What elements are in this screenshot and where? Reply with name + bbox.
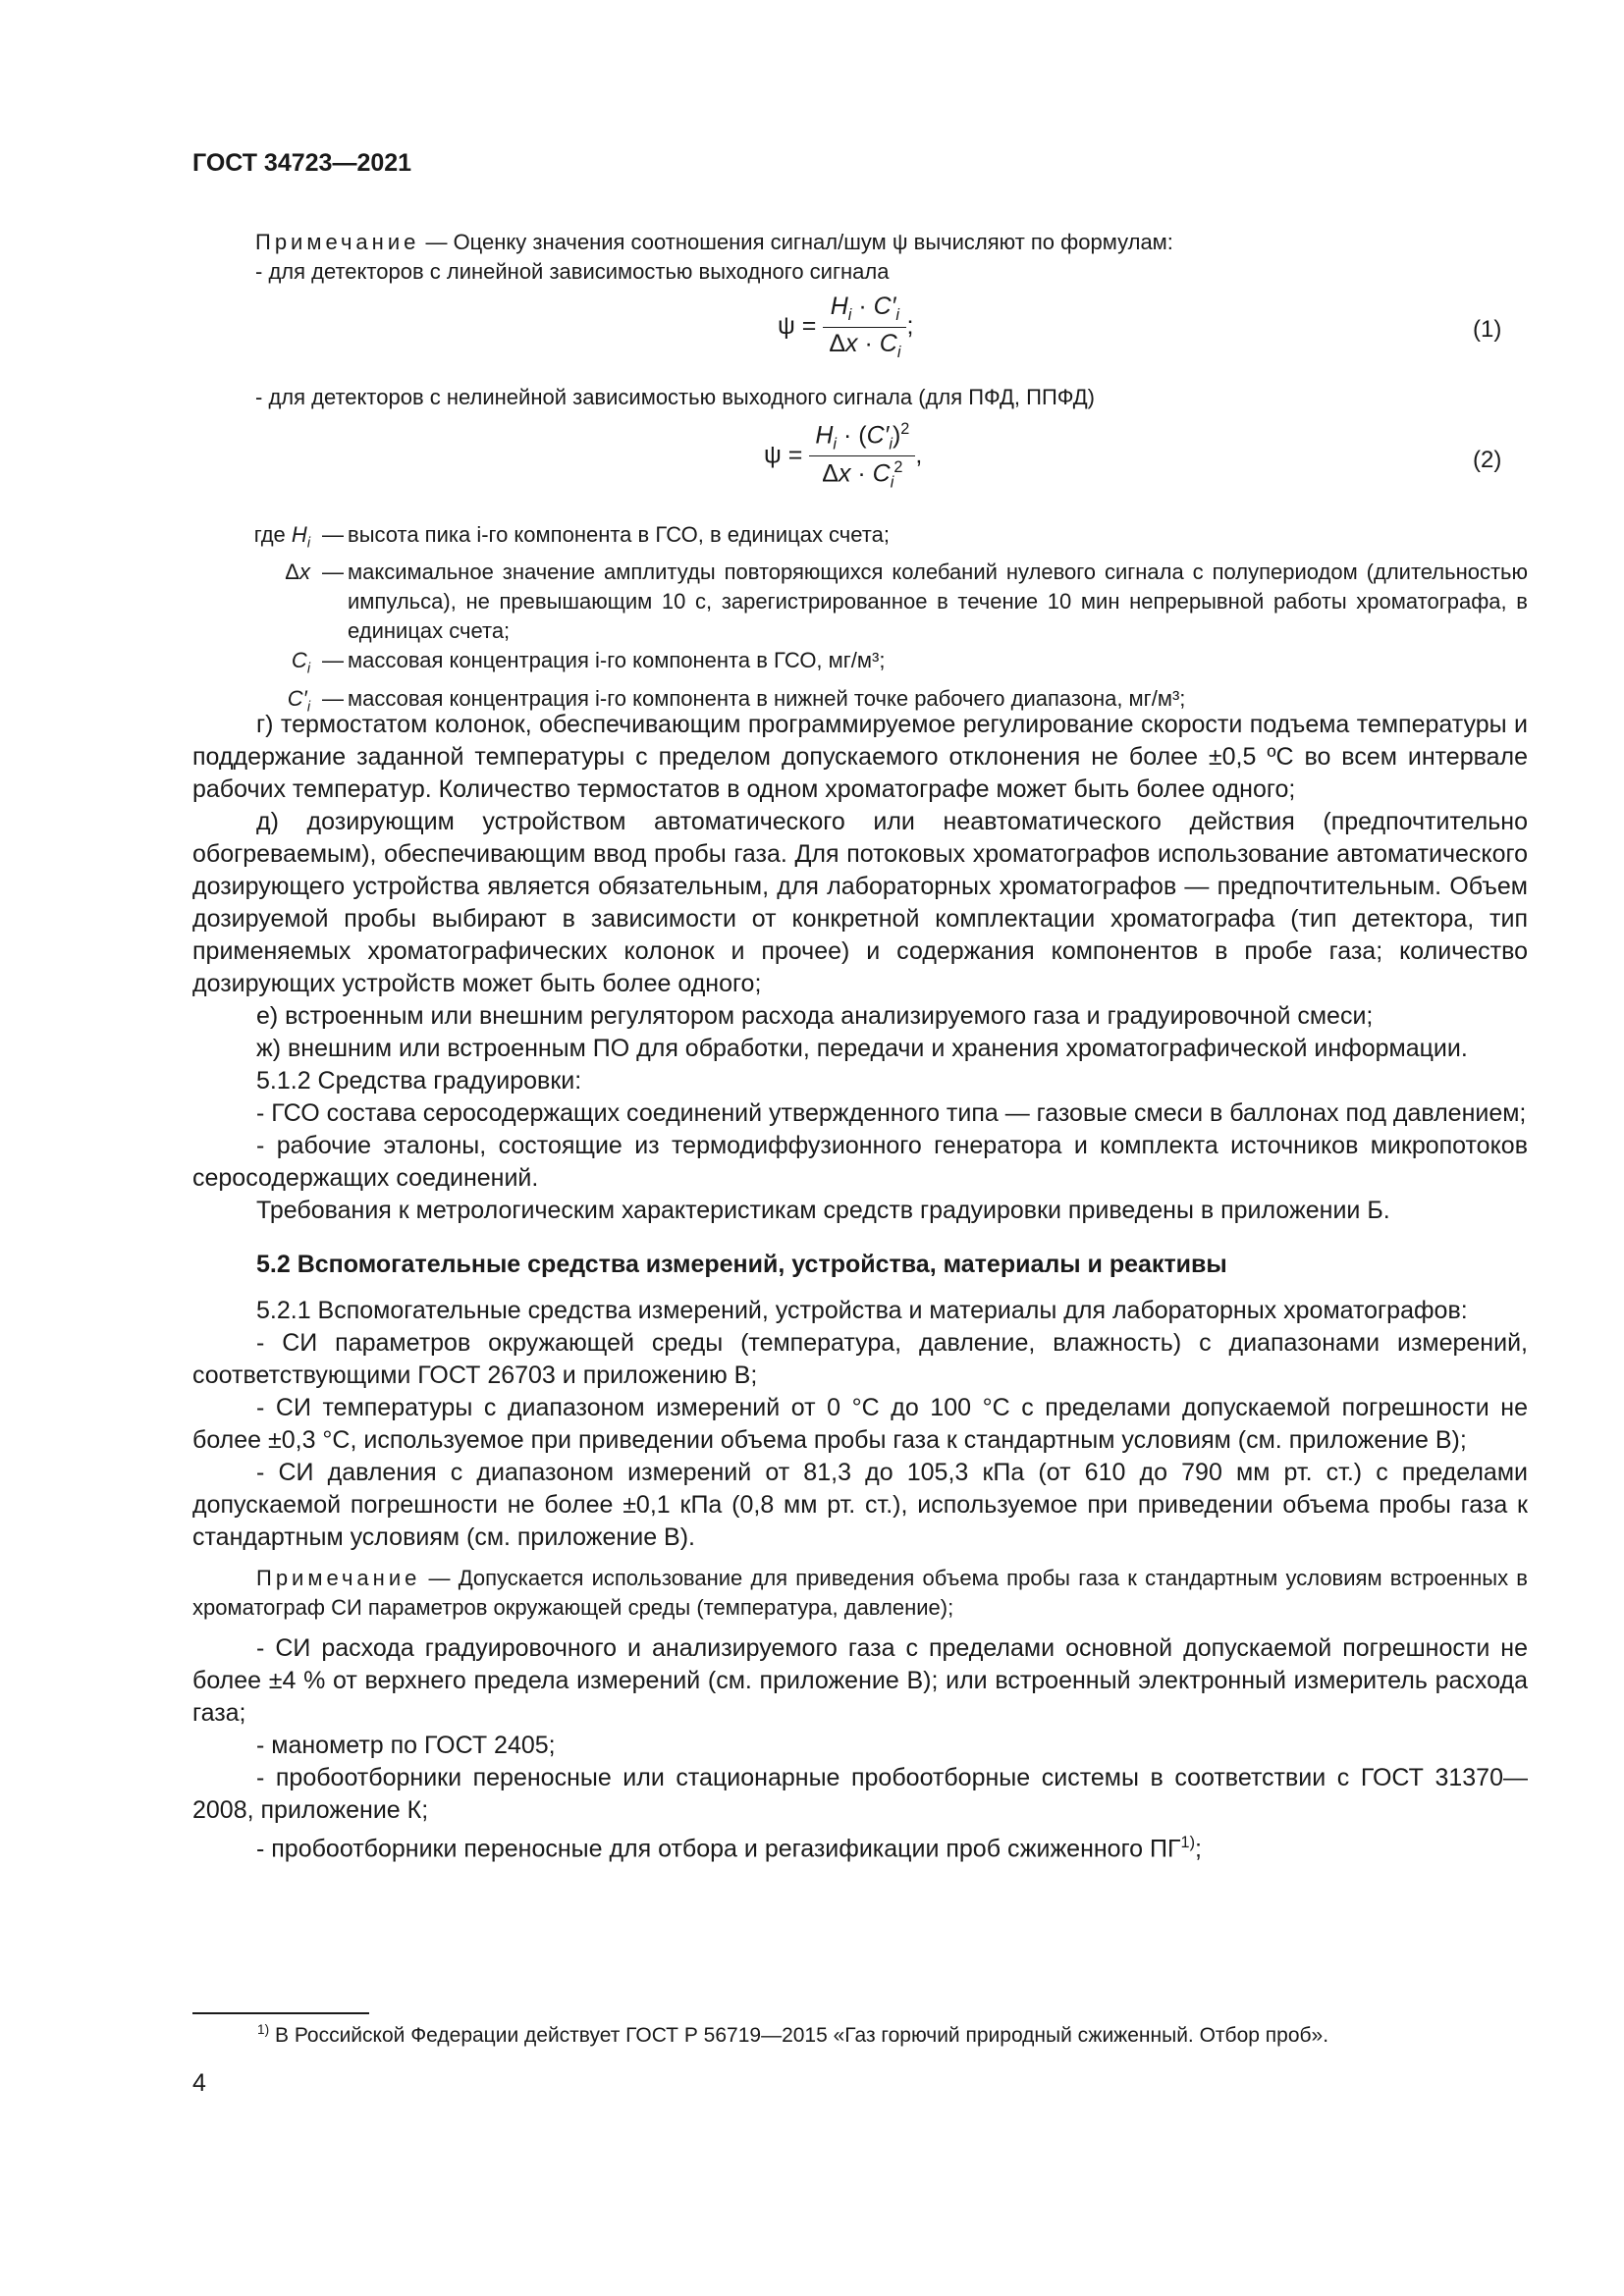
list-item: - ГСО состава серосодержащих соединений утвержденного типа — газовые смеси в баллонах под давлением; xyxy=(256,1099,1527,1127)
definition-text: массовая концентрация i-го компонента в нижней точке рабочего диапазона, мг/м³; xyxy=(348,685,1186,711)
list-item: - СИ параметров окружающей среды (температура, давление, влажность) с диапазонами измерений, соответствующими ГОСТ 26703 и приложению В; xyxy=(192,1329,1528,1389)
footnote-ref: 1) xyxy=(1180,1834,1195,1851)
definition-text: максимальное значение амплитуды повторяющихся колебаний нулевого сигнала с полупериодом (длительностью импульса), не превышающим 10 с, зарегистрированное в течение 10 мин непрерывной работы хроматографа, в единицах счета; xyxy=(348,560,1528,644)
note-label: Примечание xyxy=(255,230,420,254)
list-item: - манометр по ГОСТ 2405; xyxy=(256,1732,556,1759)
note-line-nonlinear: - для детекторов с нелинейной зависимостью выходного сигнала (для ПФД, ППФД) xyxy=(255,385,1096,409)
note-line-linear: - для детекторов с линейной зависимостью выходного сигнала xyxy=(255,259,890,284)
list-item: - СИ давления с диапазоном измерений от 81,3 до 105,3 кПа (от 610 до 790 мм рт. ст.) с пределами допускаемой погрешности не более ±0,1 кПа (0,8 мм рт. ст.), используемое при приведении объема пробы газа к стандартным условиям (см. приложение В). xyxy=(192,1459,1528,1551)
definition-row: Δx — максимальное значение амплитуды повторяющихся колебаний нулевого сигнала с полупериодом (длительностью импульса), не превышающим 10 с, зарегистрированное в течение 10 мин непрерывной работы хроматографа, в единицах счета; xyxy=(192,558,1528,646)
footnote: $^{1)}$ В Российской Федерации действует ГОСТ Р 56719—2015 «Газ горючий природный сжиженный. Отбор проб». xyxy=(257,2022,1329,2047)
definition-text: массовая концентрация i-го компонента в ГСО, мг/м³; xyxy=(348,648,886,673)
where-prefix: где xyxy=(253,522,286,547)
list-item: - пробоотборники переносные или стационарные пробоотборные системы в соответствии с ГОСТ 31370—2008, приложение К; xyxy=(192,1764,1528,1824)
formula-1: ψ = $\frac{H_i \cdot C'_i}{\Delta x \cdot C_i}$ ; xyxy=(778,293,914,361)
formula-2: ψ = $\frac{H_i \cdot (C'_i)^2}{\Delta x \cdot C_i^2}$ , xyxy=(764,420,923,492)
note-2: Примечание — Допускается использование для приведения объема пробы газа к стандартным условиям встроенных в хроматограф СИ параметров окружающей среды (температура, давление); xyxy=(192,1566,1528,1620)
formula-1-number: (1) xyxy=(1473,316,1502,343)
paragraph-d: д) дозирующим устройством автоматического или неавтоматического действия (предпочтительно обогреваемым), обеспечивающим ввод пробы газа. Для потоковых хроматографов использование автоматического дозирующего устройства является обязательным, для лабораторных хроматографов — предпочтительным. Объем дозируемой пробы выбирают в зависимости от конкретной комплектации хроматографа (тип детектора, тип применяемых хроматографических колонок и прочее) и содержания компонентов в пробе газа; количество дозирующих устройств может быть более одного; xyxy=(192,808,1528,997)
formula-2-number: (2) xyxy=(1473,447,1502,473)
paragraph-g: г) термостатом колонок, обеспечивающим программируемое регулирование скорости подъема температуры и поддержание заданной температуры с пределом допускаемого отклонения не более ±0,5 ºС во всем интервале рабочих температур. Количество термостатов в одном хроматографе может быть более одного; xyxy=(192,711,1528,803)
list-item: - СИ расхода градуировочного и анализируемого газа с пределами основной допускаемой погрешности не более ±4 % от верхнего предела измерений (см. приложение В); или встроенный электронный измеритель расхода газа; xyxy=(192,1634,1528,1727)
page-number: 4 xyxy=(192,2069,206,2097)
list-item: - СИ температуры с диапазоном измерений от 0 °С до 100 °С с пределами допускаемой погрешности не более ±0,3 °С, используемое при приведении объема пробы газа к стандартным условиям (см. приложение В); xyxy=(192,1394,1528,1454)
paragraph-zh: ж) внешним или встроенным ПО для обработки, передачи и хранения хроматографической информации. xyxy=(256,1035,1468,1062)
paragraph-e: е) встроенным или внешним регулятором расхода анализируемого газа и градуировочной смеси; xyxy=(256,1002,1374,1030)
list-item: - пробоотборники переносные для отбора и регазификации проб сжиженного ПГ$^{1)}$; xyxy=(256,1834,1202,1863)
section-heading-5-2: 5.2 Вспомогательные средства измерений, устройства, материалы и реактивы xyxy=(256,1251,1227,1278)
section-5-1-2: 5.1.2 Средства градуировки: xyxy=(256,1067,582,1095)
note-text: — Оценку значения соотношения сигнал/шум ψ вычисляют по формулам: xyxy=(419,230,1173,254)
paragraph-requirements: Требования к метрологическим характеристикам средств градуировки приведены в приложении Б. xyxy=(256,1197,1390,1224)
definition-row: $C'_i$ — массовая концентрация i-го компонента в нижней точке рабочего диапазона, мг/м³; xyxy=(192,684,1528,721)
list-item: - рабочие эталоны, состоящие из термодиффузионного генератора и комплекта источников микропотоков серосодержащих соединений. xyxy=(192,1132,1528,1192)
section-5-2-1: 5.2.1 Вспомогательные средства измерений, устройства и материалы для лабораторных хроматографов: xyxy=(256,1297,1468,1324)
doc-header: ГОСТ 34723—2021 xyxy=(192,149,412,177)
definition-row: где $H_i$ — высота пика i-го компонента в ГСО, в единицах счета; xyxy=(192,520,1528,558)
variable-definitions xyxy=(192,520,1528,721)
definition-text: высота пика i-го компонента в ГСО, в единицах счета; xyxy=(348,522,890,547)
definition-row: $C_i$ — массовая концентрация i-го компонента в ГСО, мг/м³; xyxy=(192,646,1528,683)
body-text xyxy=(192,709,1528,1865)
note-paragraph xyxy=(255,228,1522,256)
footnote-divider xyxy=(192,2012,369,2014)
